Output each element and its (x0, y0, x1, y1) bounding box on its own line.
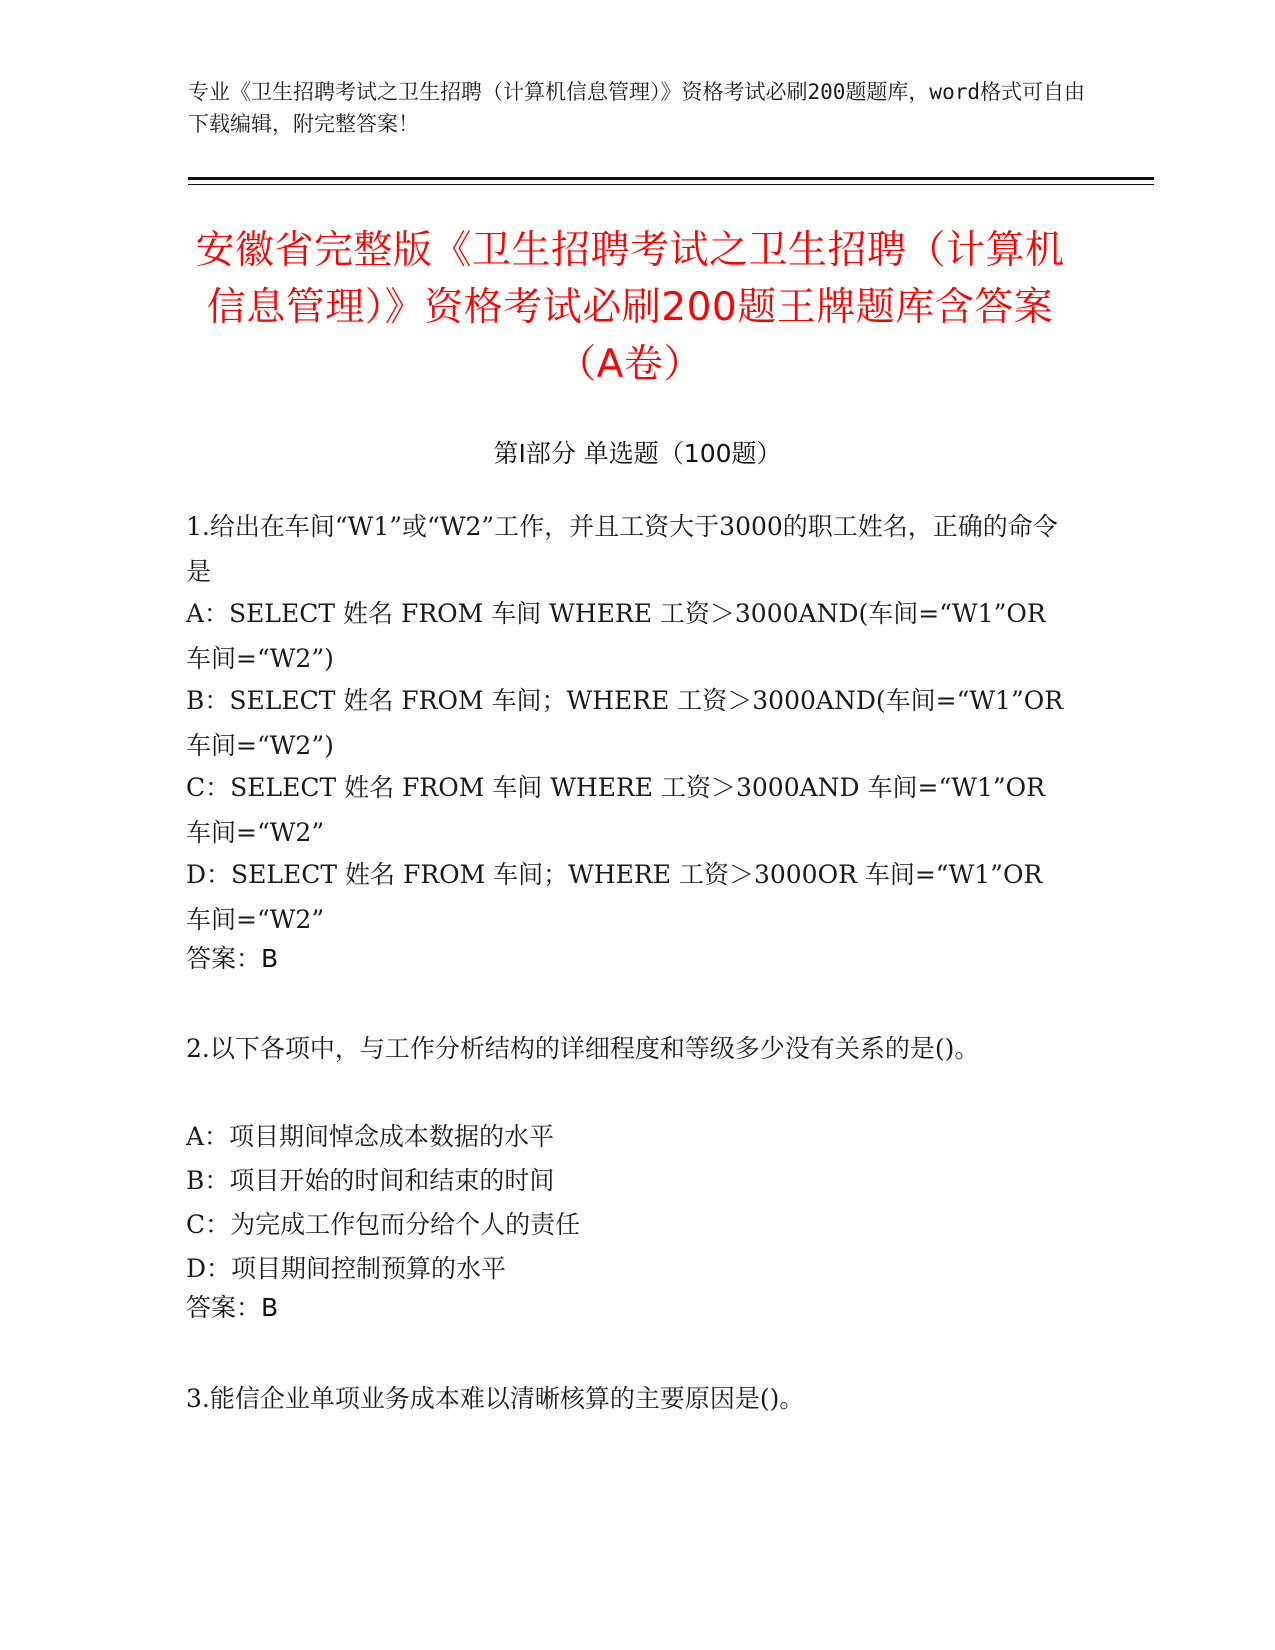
question-2-option-b: B：项目开始的时间和结束的时间 (186, 1166, 555, 1195)
question-1-option-b: B：SELECT 姓名 FROM 车间；WHERE 工资＞3000AND(车间=“W1”OR 车间=“W2”) (186, 686, 1064, 760)
question-1-answer: 答案：B (186, 944, 279, 973)
question-1-option-d: D：SELECT 姓名 FROM 车间；WHERE 工资＞3000OR 车间=“W1”OR 车间=“W2” (186, 860, 1043, 934)
question-2-option-a: A：项目期间悼念成本数据的水平 (186, 1122, 555, 1151)
question-2-answer: 答案：B (186, 1293, 279, 1322)
header-note: 专业《卫生招聘考试之卫生招聘（计算机信息管理）》资格考试必刷200题题库，word格式可自由下载编辑，附完整答案！ (188, 80, 1085, 136)
question-2-option-d: D：项目期间控制预算的水平 (186, 1254, 507, 1283)
header-divider-thin (188, 184, 1154, 185)
question-2-option-c: C：为完成工作包而分给个人的责任 (186, 1210, 581, 1239)
question-1-stem: 1.给出在车间“W1”或“W2”工作，并且工资大于3000的职工姓名，正确的命令是 (186, 512, 1058, 586)
question-1-option-c: C：SELECT 姓名 FROM 车间 WHERE 工资＞3000AND 车间=“W1”OR 车间=“W2” (186, 773, 1045, 847)
question-2-stem: 2.以下各项中，与工作分析结构的详细程度和等级多少没有关系的是()。 (186, 1034, 980, 1063)
document-title: 安徽省完整版《卫生招聘考试之卫生招聘（计算机信息管理）》资格考试必刷200题王牌题库含答案（A卷） (195, 228, 1065, 387)
header-divider-thick (188, 177, 1154, 180)
section-heading: 第Ⅰ部分 单选题（100题） (493, 439, 782, 468)
question-3-stem: 3.能信企业单项业务成本难以清晰核算的主要原因是()。 (186, 1384, 805, 1413)
question-1-option-a: A：SELECT 姓名 FROM 车间 WHERE 工资＞3000AND(车间=“W1”OR 车间=“W2”) (186, 599, 1046, 673)
